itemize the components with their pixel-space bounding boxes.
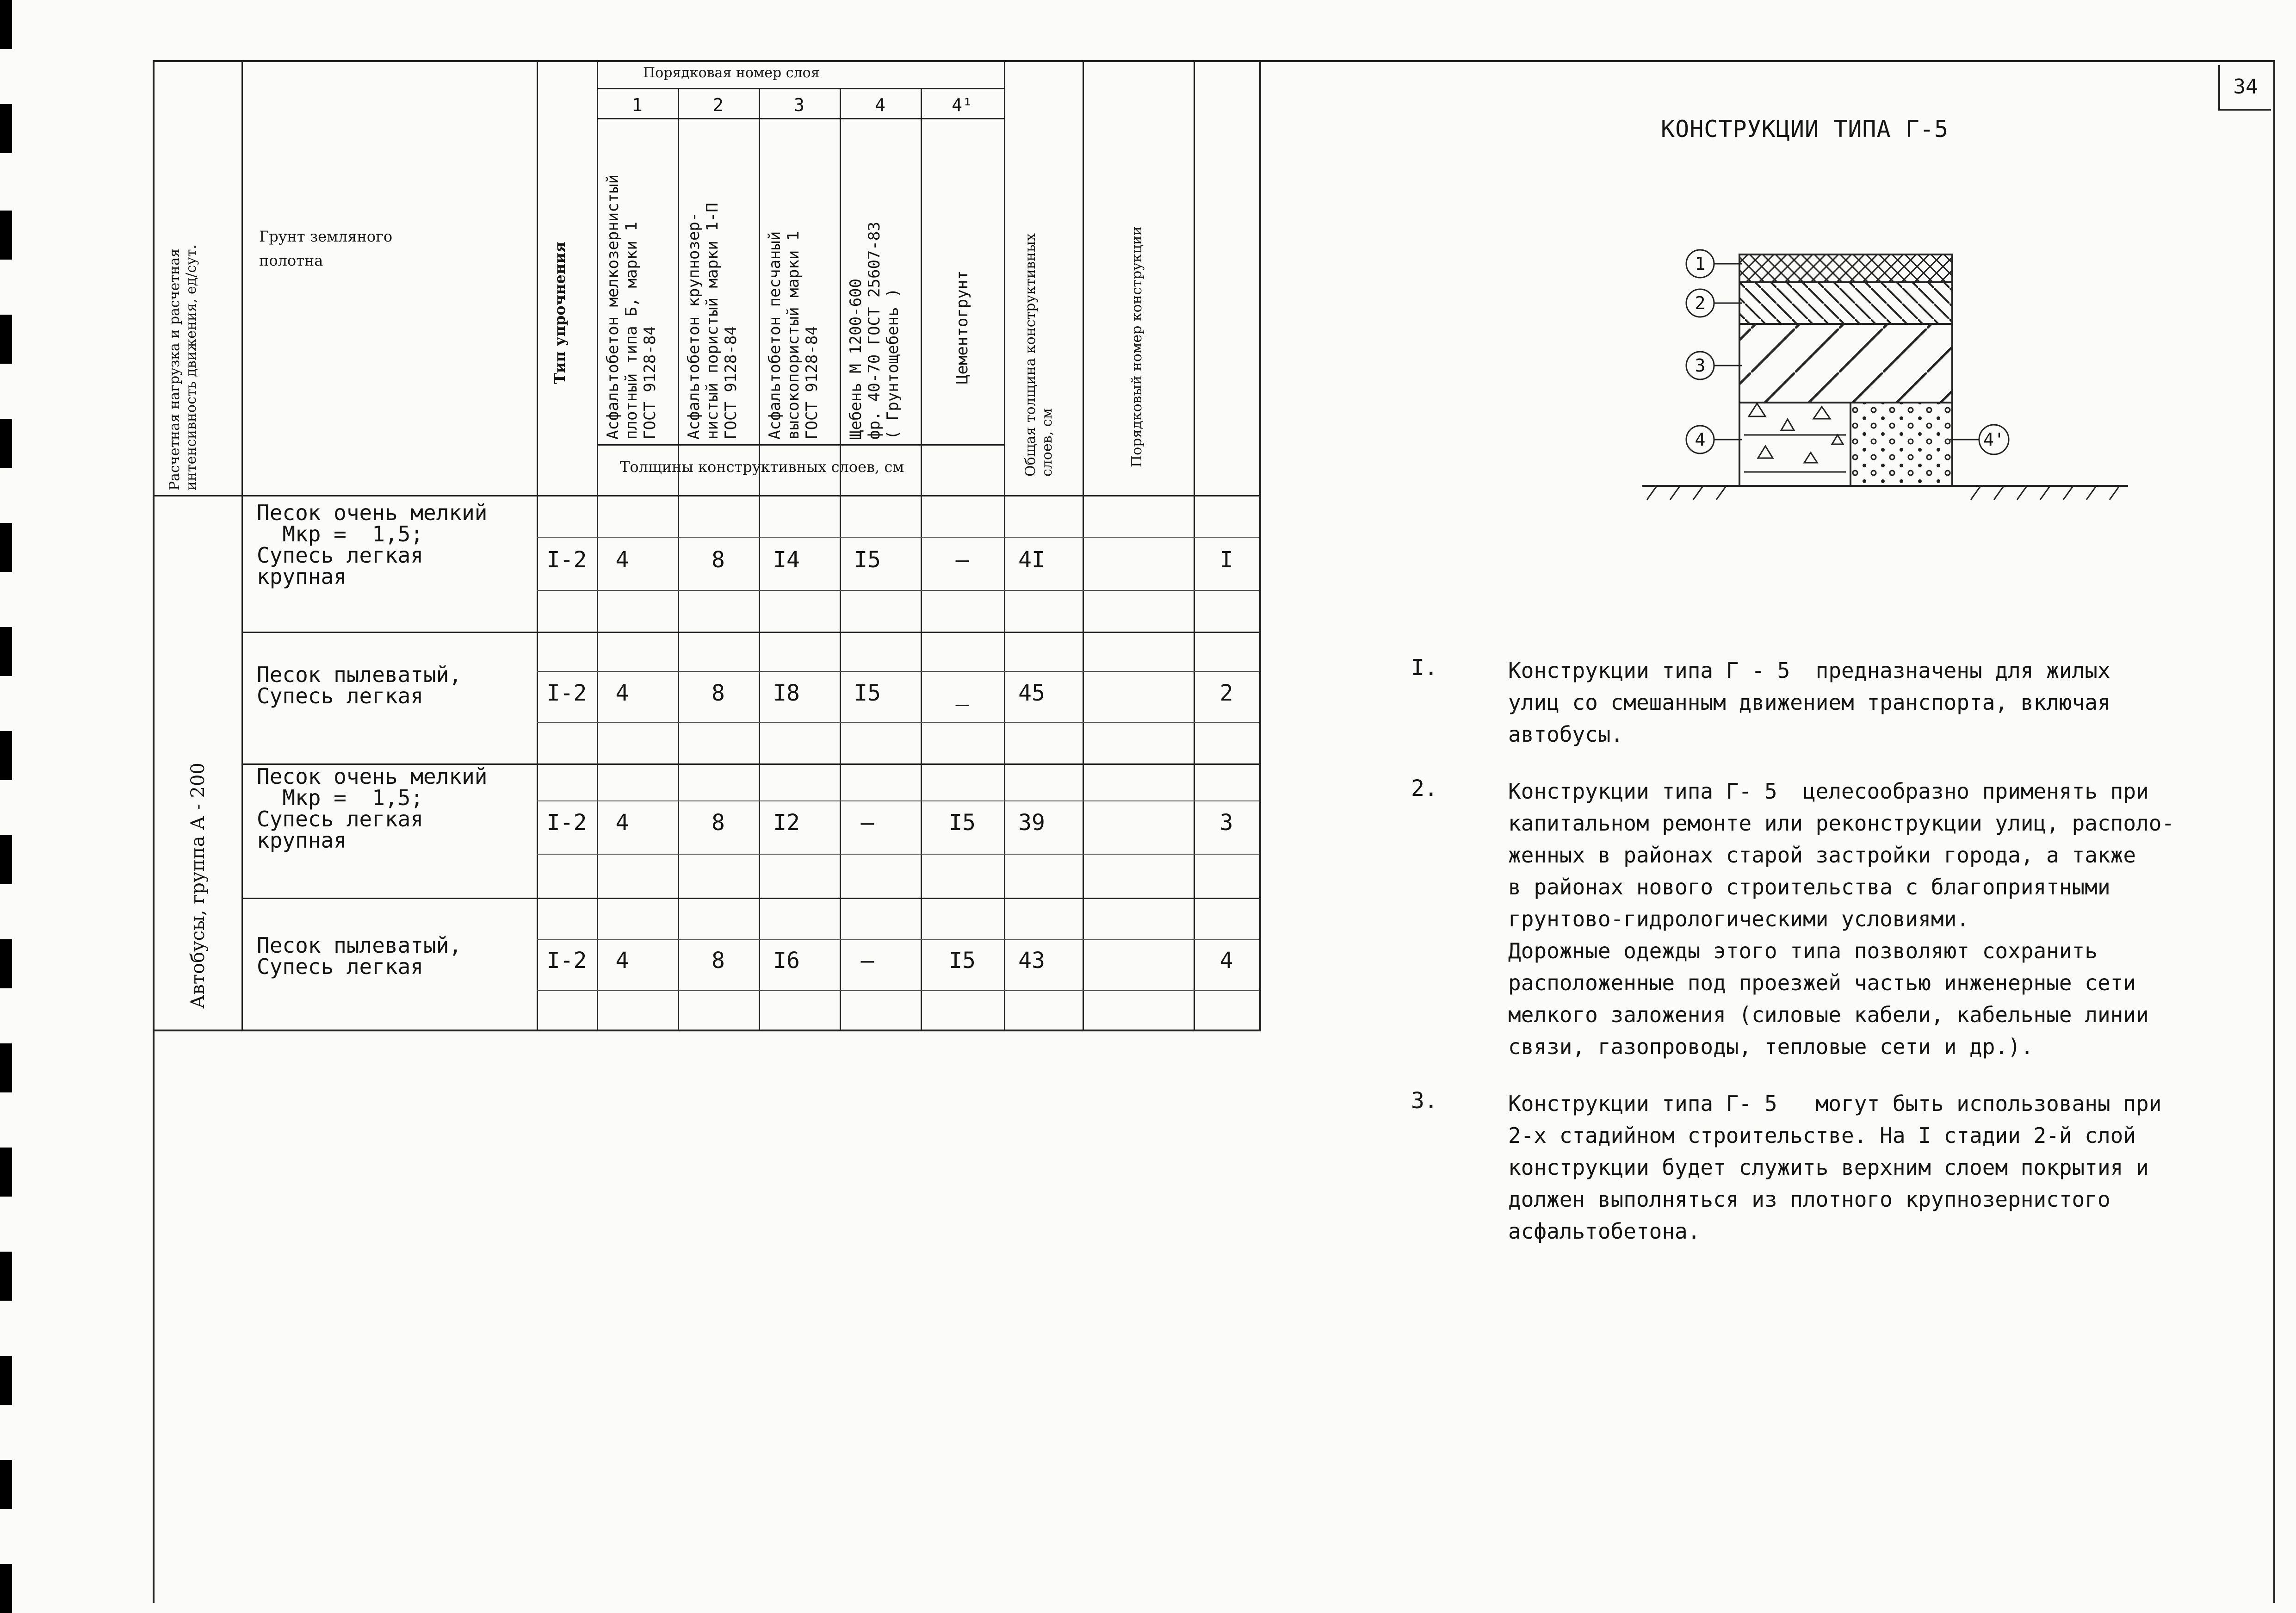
notes-list xyxy=(1411,655,2253,1272)
note-2-text: Конструкции типа Г- 5 целесообразно применять при капитальном ремонте или реконструкции улиц, располо- женных в районах старой застройки города, а также в районах нового строительства с благоприятными грунтово-гидрологическими условиями. Дорожные одежды этого типа позволяют сохранить расположенные под проезжей частью инженерные сети мелкого заложения (силовые кабели, кабельные линии связи, газопроводы, тепловые сети и др.). xyxy=(1508,779,2175,1059)
row-3-layer-2: 8 xyxy=(712,810,725,836)
row-3-layer-4a: I5 xyxy=(949,810,976,836)
header-layer-group: Порядковая номер слоя xyxy=(643,65,820,81)
row-4-type: I-2 xyxy=(546,948,587,974)
layer-number-3: 3 xyxy=(794,95,805,115)
row-1-layer-4: I5 xyxy=(854,547,881,573)
row-3-layer-4: – xyxy=(860,810,874,836)
row-2-order: 2 xyxy=(1219,680,1233,706)
note-1-number: I. xyxy=(1411,655,1438,681)
header-type: Тип упрочнения xyxy=(551,242,569,384)
row-4-total: 43 xyxy=(1018,948,1045,974)
row-3-soil: Песок очень мелкий Мкр = 1,5; Супесь легкая крупная xyxy=(257,764,488,853)
row-4-layer-1: 4 xyxy=(615,948,629,974)
row-2-soil: Песок пылеватый, Супесь легкая xyxy=(257,662,462,708)
page-title: КОНСТРУКЦИИ ТИПА Г-5 xyxy=(1661,116,1949,143)
row-1-order: I xyxy=(1219,547,1233,573)
row-4-layer-2: 8 xyxy=(712,948,725,974)
row-4-layer-4a: I5 xyxy=(949,948,976,974)
note-2 xyxy=(1411,775,2253,1063)
row-1-layer-2: 8 xyxy=(712,547,725,573)
layer-4a-shape xyxy=(1850,403,1952,486)
row-1-total: 4I xyxy=(1018,547,1045,573)
layer-number-1: 1 xyxy=(632,95,643,115)
row-3-layer-1: 4 xyxy=(615,810,629,836)
load-group-label: Автобусы, группа А - 200 xyxy=(187,763,209,1009)
row-2-layer-2: 8 xyxy=(712,680,725,706)
layer-1-shape xyxy=(1739,254,1952,282)
note-3-number: 3. xyxy=(1411,1088,1438,1114)
row-1-layer-1: 4 xyxy=(615,547,629,573)
callout-3: 3 xyxy=(1695,355,1706,376)
layer-number-4: 4 xyxy=(875,95,885,115)
header-thickness-caption: Толщины конструктивных слоев, см xyxy=(620,458,904,476)
note-1 xyxy=(1411,655,2253,751)
header-order-number: Порядковый номер конструкции xyxy=(1129,226,1145,467)
callout-4: 4 xyxy=(1695,429,1706,450)
construction-table xyxy=(153,60,1261,1031)
layer-material-2: Асфальтобетон крупнозер- нистый пористый марки 1-П ГОСТ 9128-84 xyxy=(685,203,740,440)
layer-number-2: 2 xyxy=(713,95,724,115)
row-1-layer-4a: – xyxy=(955,547,969,573)
note-1-text: Конструкции типа Г - 5 предназначены для жилых улиц со смешанным движением транспорта, включая автобусы. xyxy=(1508,658,2110,747)
row-3-order: 3 xyxy=(1219,810,1233,836)
row-3-layer-3: I2 xyxy=(773,810,800,836)
header-load: Расчетная нагрузка и расчетная интенсивность движения, ед/сут. xyxy=(167,245,199,490)
layer-material-4: Щебень М 1200-600 фр. 40-70 ГОСТ 25607-83 ( Грунтощебень ) xyxy=(847,222,902,440)
note-3-text: Конструкции типа Г- 5 могут быть использованы при 2-х стадийном строительстве. На I стадии 2-й слой конструкции будет служить верхним слоем покрытия и должен выполняться из плотного крупнозернистого асфальтобетона. xyxy=(1508,1091,2162,1244)
callout-2: 2 xyxy=(1695,293,1706,313)
row-2-layer-4: I5 xyxy=(854,680,881,706)
row-1-layer-3: I4 xyxy=(773,547,800,573)
layer-3-shape xyxy=(1739,324,1952,403)
row-3-total: 39 xyxy=(1018,810,1045,836)
header-soil: Грунт земляного полотна xyxy=(259,228,393,269)
pavement-layers-diagram xyxy=(1619,241,2151,527)
layer-material-4a: Цементогрунт xyxy=(953,270,972,384)
row-2-layer-1: 4 xyxy=(615,680,629,706)
binding-holes xyxy=(0,0,19,1606)
layer-2-shape xyxy=(1739,282,1952,324)
row-2-type: I-2 xyxy=(546,680,587,706)
row-2-total: 45 xyxy=(1018,680,1045,706)
row-4-order: 4 xyxy=(1219,948,1233,974)
callout-4a: 4' xyxy=(1983,429,2005,450)
sheet-number: 34 xyxy=(2218,65,2271,111)
note-2-number: 2. xyxy=(1411,775,1438,801)
row-2-layer-4a: _ xyxy=(955,680,969,706)
layer-number-4a: 4¹ xyxy=(952,95,973,115)
row-4-soil: Песок пылеватый, Супесь легкая xyxy=(257,933,462,979)
layer-material-3: Асфальтобетон песчаный высокопористый марки 1 ГОСТ 9128-84 xyxy=(766,231,821,440)
row-1-type: I-2 xyxy=(546,547,587,573)
note-3 xyxy=(1411,1088,2253,1247)
callout-1: 1 xyxy=(1695,254,1706,274)
layer-material-1: Асфальтобетон мелкозернистый плотный типа Б, марки 1 ГОСТ 9128-84 xyxy=(604,174,659,440)
row-3-type: I-2 xyxy=(546,810,587,836)
row-4-layer-4: – xyxy=(860,948,874,974)
row-1-soil: Песок очень мелкий Мкр = 1,5; Супесь легкая крупная xyxy=(257,500,488,589)
header-total-thickness: Общая толщина конструктивных слоев, см xyxy=(1022,233,1055,477)
row-2-layer-3: I8 xyxy=(773,680,800,706)
row-4-layer-3: I6 xyxy=(773,948,800,974)
